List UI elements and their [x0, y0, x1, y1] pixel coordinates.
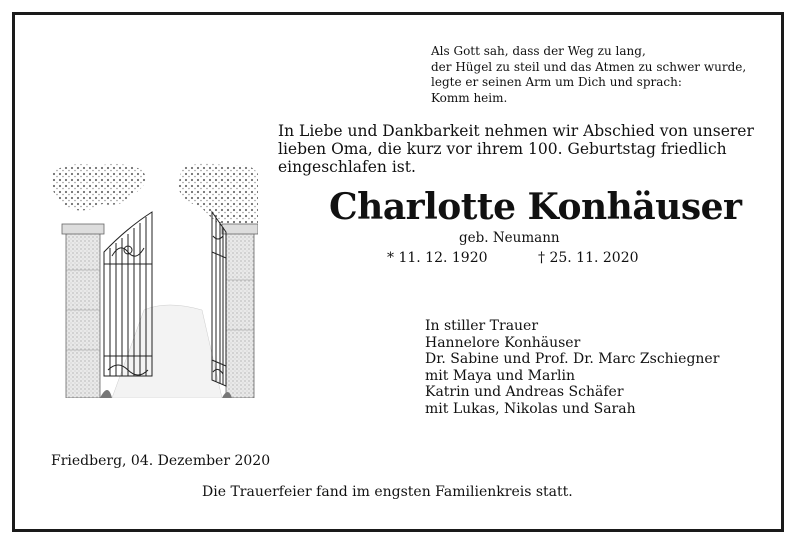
- intro-text: [278, 122, 754, 176]
- mourner-line: Katrin und Andreas Schäfer: [425, 384, 624, 400]
- poem-line: der Hügel zu steil und das Atmen zu schwer wurde,: [431, 59, 747, 74]
- poem-line: Komm heim.: [431, 90, 508, 105]
- funeral-note: Die Trauerfeier fand im engsten Familienkreis statt.: [202, 484, 573, 500]
- mourner-line: mit Maya und Marlin: [425, 367, 576, 384]
- garden-gate-illustration: [52, 160, 258, 398]
- maiden-name: geb. Neumann: [459, 230, 560, 246]
- intro-line: In Liebe und Dankbarkeit nehmen wir Abschied von unserer: [278, 122, 754, 140]
- poem-line: Als Gott sah, dass der Weg zu lang,: [431, 44, 646, 58]
- mourner-line: Dr. Sabine und Prof. Dr. Marc Zschiegner: [425, 351, 720, 367]
- mourners-list: [425, 318, 719, 417]
- mourner-line: mit Lukas, Nikolas und Sarah: [425, 400, 636, 417]
- deceased-name: Charlotte Konhäuser: [329, 186, 742, 228]
- poem: [431, 44, 746, 106]
- birth-date: * 11. 12. 1920: [387, 250, 488, 266]
- mourner-line: Hannelore Konhäuser: [425, 334, 581, 351]
- intro-line: lieben Oma, die kurz vor ihrem 100. Geburtstag friedlich: [278, 140, 727, 158]
- death-date: † 25. 11. 2020: [538, 250, 639, 266]
- poem-line: legte er seinen Arm um Dich und sprach:: [431, 75, 682, 89]
- intro-line: eingeschlafen ist.: [278, 158, 416, 176]
- place-date: Friedberg, 04. Dezember 2020: [51, 453, 271, 469]
- mourner-line: In stiller Trauer: [425, 318, 539, 334]
